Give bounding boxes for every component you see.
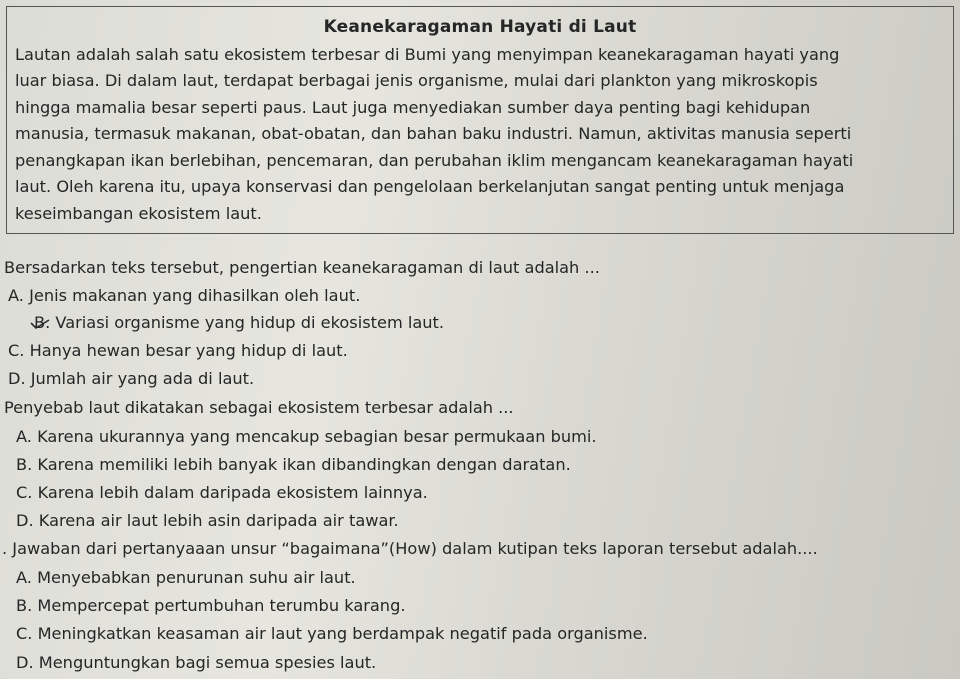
question-1-option-b[interactable]: B. Variasi organisme yang hidup di ekosistem laut.	[34, 313, 445, 332]
question-2-prompt: Penyebab laut dikatakan sebagai ekosistem terbesar adalah ...	[4, 398, 514, 417]
question-3-prompt: . Jawaban dari pertanyaaan unsur “bagaimana”(How) dalam kutipan teks laporan tersebut adalah....	[2, 539, 818, 558]
passage-line: manusia, termasuk makanan, obat-obatan, dan bahan baku industri. Namun, aktivitas manusia seperti	[15, 124, 852, 143]
passage-line: keseimbangan ekosistem laut.	[15, 204, 262, 223]
passage-line: laut. Oleh karena itu, upaya konservasi dan pengelolaan berkelanjutan sangat penting untuk menjaga	[15, 177, 845, 196]
reading-passage-box	[6, 6, 954, 234]
question-2-option-d[interactable]: D. Karena air laut lebih asin daripada air tawar.	[16, 511, 399, 530]
question-2-option-a[interactable]: A. Karena ukurannya yang mencakup sebagian besar permukaan bumi.	[16, 427, 597, 446]
question-3-option-b[interactable]: B. Mempercepat pertumbuhan terumbu karang.	[16, 596, 406, 615]
question-3-option-c[interactable]: C. Meningkatkan keasaman air laut yang berdampak negatif pada organisme.	[16, 624, 648, 643]
question-1-option-d[interactable]: D. Jumlah air yang ada di laut.	[8, 369, 255, 388]
question-2-option-c[interactable]: C. Karena lebih dalam daripada ekosistem lainnya.	[16, 483, 428, 502]
passage-line: penangkapan ikan berlebihan, pencemaran, dan perubahan iklim mengancam keanekaragaman hayati	[15, 151, 854, 170]
question-1-option-c[interactable]: C. Hanya hewan besar yang hidup di laut.	[8, 341, 348, 360]
question-3-option-a[interactable]: A. Menyebabkan penurunan suhu air laut.	[16, 568, 356, 587]
question-3-option-d[interactable]: D. Menguntungkan bagi semua spesies laut.	[16, 653, 377, 672]
question-1-prompt: Bersadarkan teks tersebut, pengertian keanekaragaman di laut adalah ...	[4, 258, 600, 277]
checkmark-icon	[30, 319, 50, 329]
question-1-option-a[interactable]: A. Jenis makanan yang dihasilkan oleh laut.	[8, 286, 361, 305]
passage-line: luar biasa. Di dalam laut, terdapat berbagai jenis organisme, mulai dari plankton yang mikroskopis	[15, 71, 818, 90]
passage-title: Keanekaragaman Hayati di Laut	[323, 17, 637, 37]
passage-line: Lautan adalah salah satu ekosistem terbesar di Bumi yang menyimpan keanekaragaman hayati yang	[15, 45, 840, 64]
passage-line: hingga mamalia besar seperti paus. Laut juga menyediakan sumber daya penting bagi kehidupan	[15, 98, 811, 117]
question-2-option-b[interactable]: B. Karena memiliki lebih banyak ikan dibandingkan dengan daratan.	[16, 455, 571, 474]
